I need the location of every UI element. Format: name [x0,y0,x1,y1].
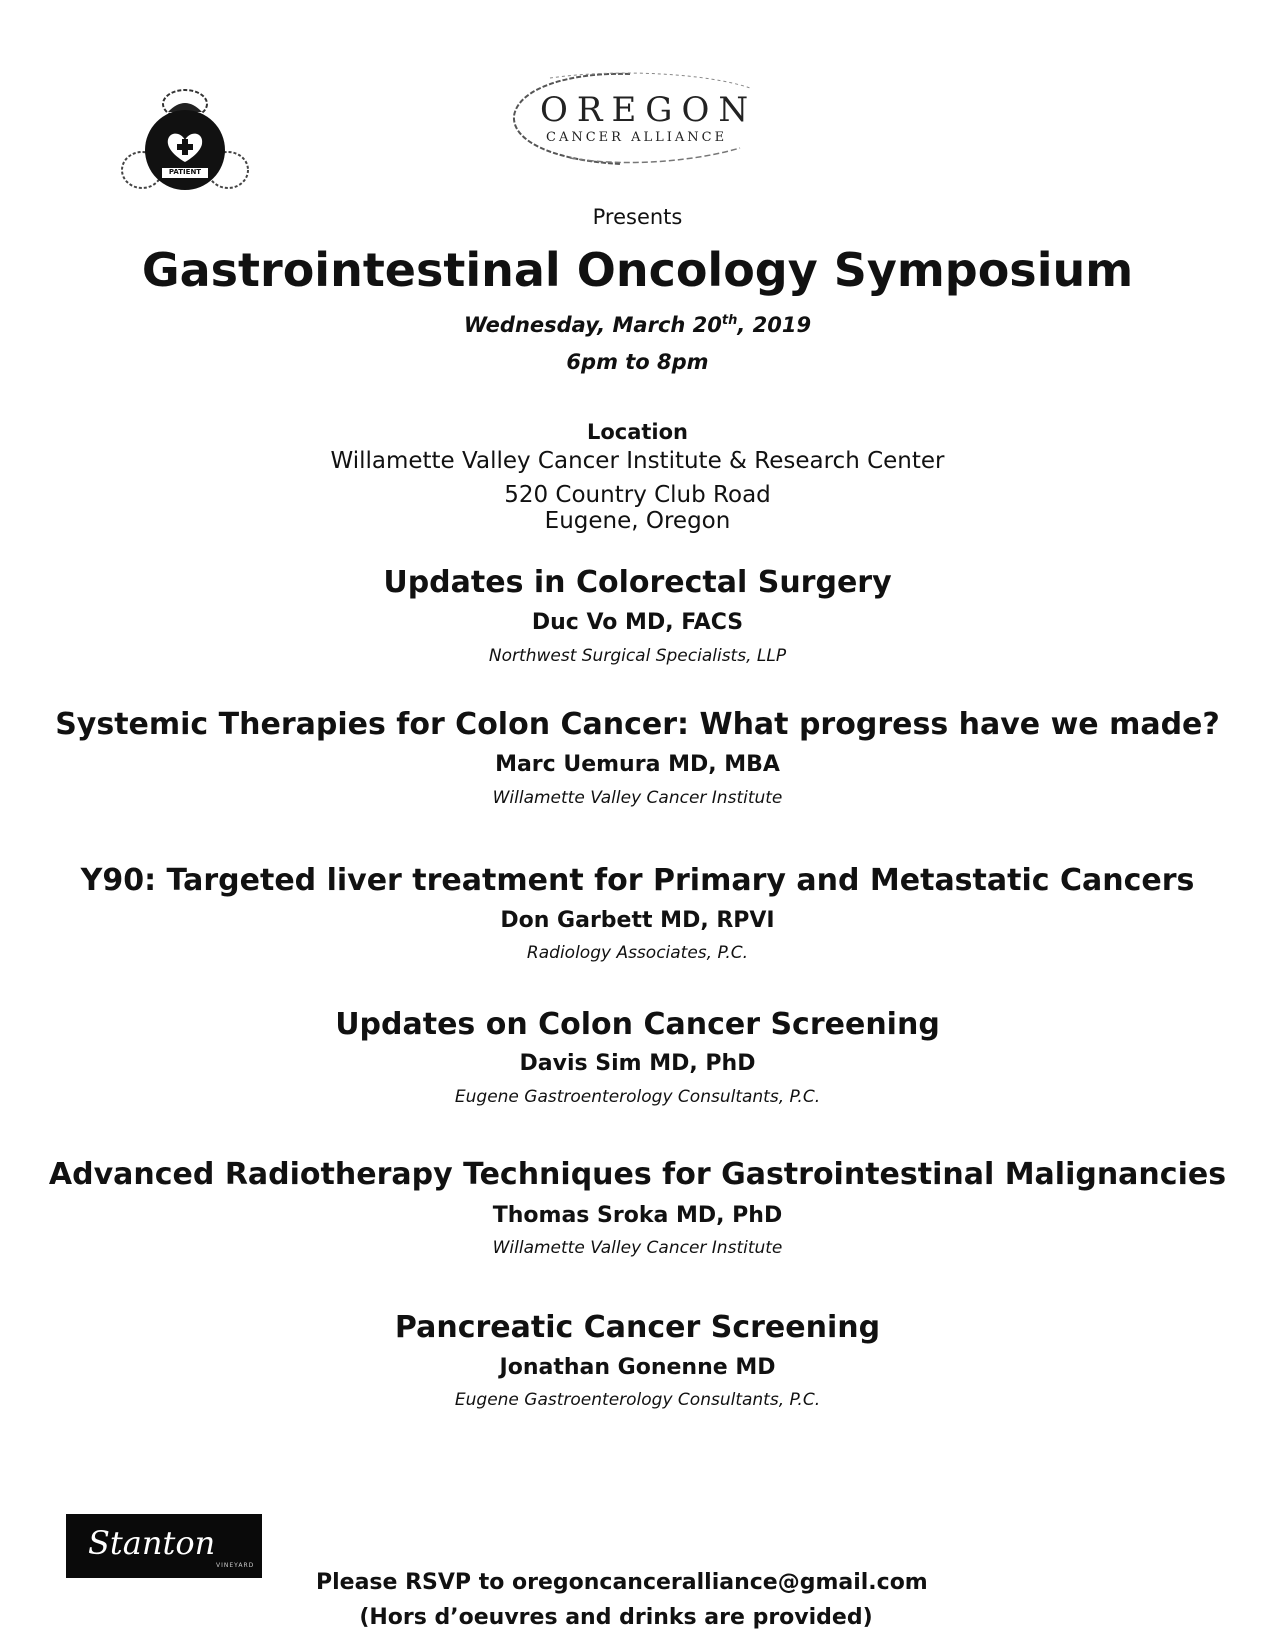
oregon-logo-subtitle: CANCER ALLIANCE [546,130,728,145]
talk-title: Pancreatic Cancer Screening [394,1310,881,1345]
oregon-cancer-alliance-logo [510,68,768,170]
talk-affiliation: Radiology Associates, P.C. [526,943,749,963]
talk-affiliation: Eugene Gastroenterology Consultants, P.C. [454,1087,821,1107]
talk-speaker: Jonathan Gonenne MD [499,1355,776,1380]
talk-title: Systemic Therapies for Colon Cancer: What progress have we made? [55,707,1220,742]
event-date-suffix: th [721,313,738,328]
location-city: Eugene, Oregon [544,508,731,534]
event-time: 6pm to 8pm [566,350,709,374]
talk-title: Updates on Colon Cancer Screening [335,1007,940,1042]
event-date-year: , 2019 [737,313,812,337]
patient-logo-graphic [118,84,252,206]
rsvp-text: Please RSVP to oregoncanceralliance@gmail.com [316,1570,928,1595]
talk-affiliation: Northwest Surgical Specialists, LLP [488,646,787,666]
location-street: 520 Country Club Road [504,482,771,508]
sponsor-logo-subtitle: VINEYARD [216,1562,255,1569]
talk-speaker: Marc Uemura MD, MBA [495,752,780,777]
location-venue: Willamette Valley Cancer Institute & Research Center [330,448,945,474]
event-date-main: Wednesday, March 20 [463,313,722,337]
patient-logo [118,84,252,206]
talk-title: Advanced Radiotherapy Techniques for Gastrointestinal Malignancies [48,1157,1227,1192]
talk-speaker: Thomas Sroka MD, PhD [492,1203,783,1228]
talk-speaker: Davis Sim MD, PhD [519,1051,756,1076]
talk-title: Y90: Targeted liver treatment for Primary and Metastatic Cancers [80,863,1195,898]
talk-affiliation: Willamette Valley Cancer Institute [492,1238,783,1258]
event-date [0,313,1275,337]
presents-text: Presents [592,205,683,229]
sponsor-logo-word: Stanton [88,1524,216,1562]
talk-affiliation: Willamette Valley Cancer Institute [492,788,783,808]
talk-speaker: Duc Vo MD, FACS [531,610,744,635]
oregon-logo-word: OREGON [540,90,758,130]
refreshments-note: (Hors d’oeuvres and drinks are provided) [359,1605,873,1630]
page-title: Gastrointestinal Oncology Symposium [141,243,1134,297]
stanton-vineyard-logo [66,1514,262,1578]
location-label: Location [586,420,689,444]
talk-affiliation: Eugene Gastroenterology Consultants, P.C. [454,1390,821,1410]
patient-logo-label: PATIENT [168,168,202,176]
talk-title: Updates in Colorectal Surgery [383,565,892,600]
talk-speaker: Don Garbett MD, RPVI [500,908,775,933]
